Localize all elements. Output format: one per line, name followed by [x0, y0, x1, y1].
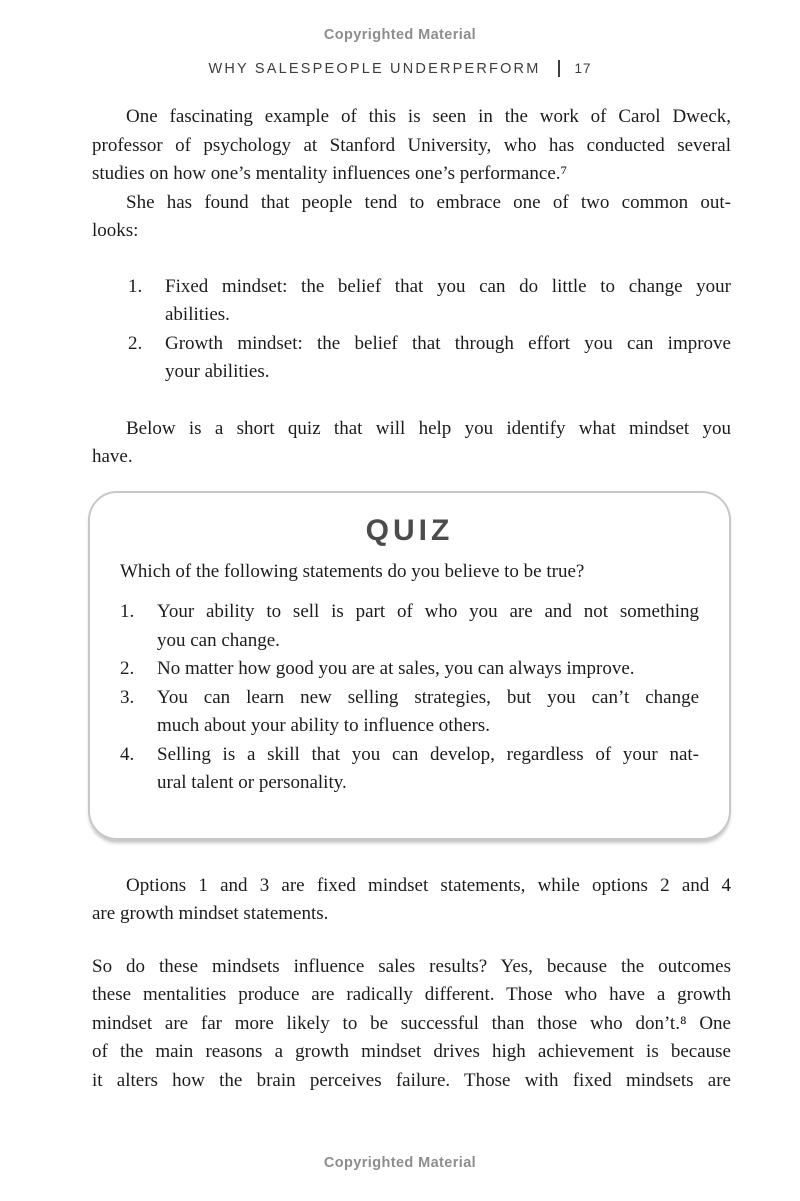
- list-item-text: [165, 273, 731, 330]
- list-item-number: 1.: [128, 275, 143, 297]
- running-header: [0, 60, 800, 77]
- text-line: have.: [92, 446, 133, 467]
- quiz-question: Which of the following statements do you believe to be true?: [120, 560, 585, 582]
- paragraph-two-outlooks: [92, 189, 731, 246]
- list-item: [120, 684, 699, 741]
- list-item-number: 1.: [120, 601, 135, 622]
- list-item-text: [157, 741, 699, 798]
- text-line: you can change.: [157, 629, 280, 651]
- text-line: looks:: [92, 220, 139, 241]
- list-item-text: [157, 598, 699, 655]
- list-item: [128, 273, 731, 330]
- list-item-text: [165, 330, 731, 387]
- paragraph-mindset-results: [92, 953, 731, 1096]
- list-item: [120, 741, 699, 798]
- text-line: much about your ability to influence others.: [157, 715, 490, 736]
- list-item-text: [157, 684, 699, 741]
- text-line: of the main reasons a growth mindset drives high achievement is because: [92, 1041, 731, 1062]
- list-item-number: 2.: [128, 332, 143, 354]
- list-item: [128, 330, 731, 387]
- paragraph-quiz-lead-in: [92, 415, 731, 472]
- text-line: ural talent or personality.: [157, 772, 347, 793]
- list-item-number: 4.: [120, 743, 135, 765]
- mindset-definitions-list: [128, 273, 731, 387]
- list-item-number: 3.: [120, 686, 135, 708]
- page-number: 17: [574, 61, 592, 76]
- copyright-notice-top: Copyrighted Material: [323, 27, 477, 43]
- text-line: She has found that people tend to embrace one of two common out-: [126, 191, 731, 213]
- list-item: [120, 598, 699, 655]
- text-line: abilities.: [165, 304, 230, 325]
- quiz-box: [88, 491, 731, 840]
- quiz-statements-list: [120, 598, 699, 798]
- paragraph-quiz-answers: [92, 872, 731, 929]
- text-line: studies on how one’s mentality influences one’s performance.⁷: [92, 163, 568, 184]
- text-line: Below is a short quiz that will help you identify what mindset you: [126, 417, 731, 439]
- text-line: these mentalities produce are radically different. Those who have a growth: [92, 984, 731, 1005]
- text-line: Fixed mindset: the belief that you can do little to change your: [165, 275, 731, 297]
- text-line: Selling is a skill that you can develop, regardless of your nat-: [157, 743, 699, 765]
- text-line: No matter how good you are at sales, you can always improve.: [157, 658, 635, 679]
- list-item: [120, 655, 699, 684]
- text-line: are growth mindset statements.: [92, 903, 329, 924]
- list-item-number: 2.: [120, 658, 135, 679]
- text-line: So do these mindsets influence sales results? Yes, because the outcomes: [92, 955, 731, 977]
- header-divider: [558, 60, 560, 77]
- text-line: mindset are far more likely to be successful than those who don’t.⁸ One: [92, 1012, 731, 1034]
- text-line: One fascinating example of this is seen in the work of Carol Dweck,: [126, 106, 731, 127]
- paragraph-dweck-intro: [92, 103, 731, 189]
- page-body: [92, 103, 731, 1095]
- text-line: Growth mindset: the belief that through effort you can improve: [165, 332, 731, 354]
- text-line: You can learn new selling strategies, but you can’t change: [157, 686, 699, 708]
- text-line: your abilities.: [165, 361, 270, 382]
- text-line: Your ability to sell is part of who you are and not something: [157, 601, 699, 622]
- copyright-notice-bottom: Copyrighted Material: [323, 1155, 477, 1171]
- text-line: Options 1 and 3 are fixed mindset statements, while options 2 and 4: [126, 874, 731, 896]
- list-item-text: [157, 655, 699, 684]
- chapter-title: WHY SALESPEOPLE UNDERPERFORM: [208, 60, 541, 77]
- quiz-title: QUIZ: [365, 513, 454, 547]
- text-line: professor of psychology at Stanford University, who has conducted several: [92, 134, 731, 156]
- text-line: it alters how the brain perceives failure. Those with fixed mindsets are: [92, 1069, 731, 1091]
